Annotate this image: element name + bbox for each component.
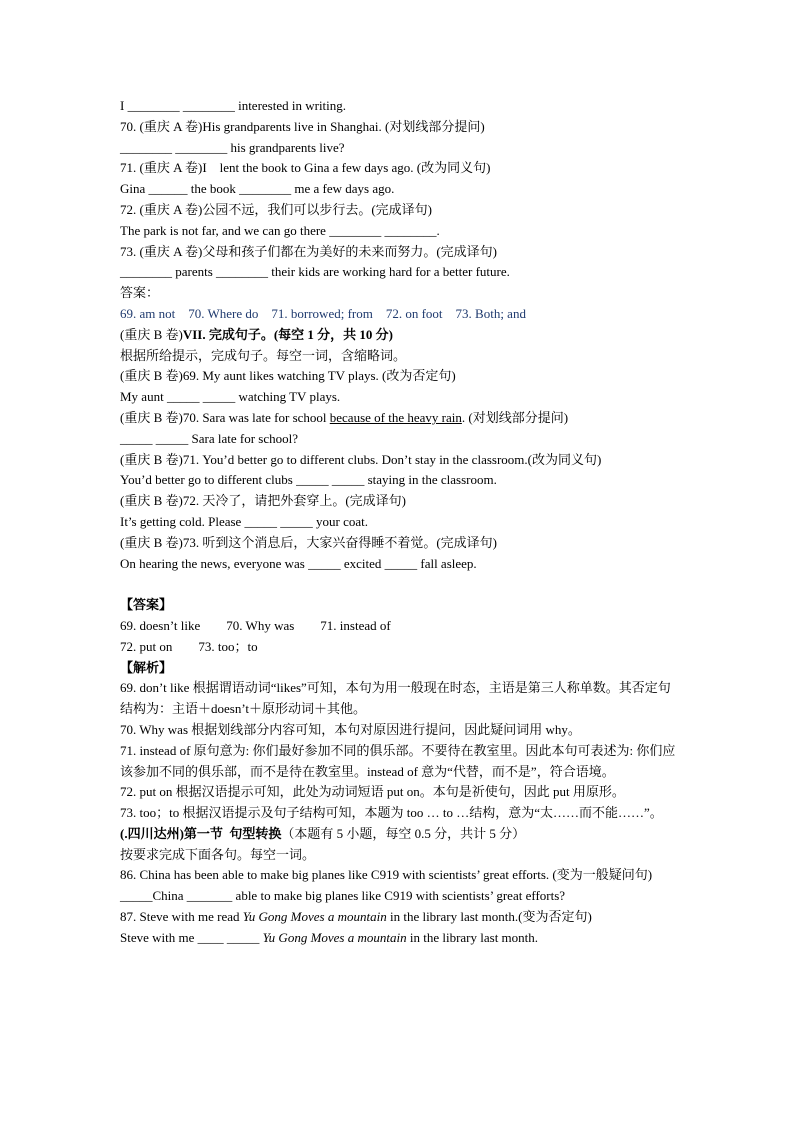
- underlined-phrase: because of the heavy rain: [329, 409, 462, 425]
- question-71-answer-line: Gina ______ the book ________ me a few days ago.: [120, 181, 395, 197]
- section-b-header: [120, 325, 680, 346]
- analysis-72: 72. put on 根据汉语提示可知，此处为动词短语 put on。本句是祈使句，因此 put 用原形。: [120, 784, 625, 800]
- b-question-69-answer-line: My aunt _____ _____ watching TV plays.: [120, 389, 341, 405]
- question-86-answer-line: _____China _______ able to make big planes like C919 with scientists’ great efforts?: [120, 888, 566, 904]
- question-87-instruction: in the library last month.(变为否定句): [386, 909, 592, 925]
- spacer: [120, 574, 680, 595]
- section-c-instruction: 按要求完成下面各句。每空一词。: [120, 846, 316, 862]
- b-question-73-prompt: (重庆 B 卷)73. 听到这个消息后，大家兴奋得睡不着觉。(完成译句): [120, 534, 497, 550]
- answer-heading: 【答案】: [120, 597, 173, 613]
- b-question-69-prompt: (重庆 B 卷)69. My aunt likes watching TV plays. (改为否定句): [120, 368, 456, 384]
- analysis-70: 70. Why was 根据划线部分内容可知，本句对原因进行提问，因此疑问词用 why。: [120, 721, 581, 737]
- b-question-70-prompt: [120, 408, 680, 429]
- section-c-scoring: （本题有 5 小题，每空 0.5 分，共计 5 分）: [281, 825, 526, 841]
- question-87-prompt: [120, 907, 680, 928]
- worksheet-page: [120, 96, 680, 949]
- book-title: Yu Gong Moves a mountain: [262, 929, 407, 945]
- question-86-prompt: 86. China has been able to make big planes like C919 with scientists’ great efforts. (变为一般疑问句): [120, 867, 653, 883]
- answer-label: 答案：: [120, 285, 160, 301]
- b-question-70-text: (重庆 B 卷)70. Sara was late for school: [120, 409, 330, 425]
- question-70-prompt: 70. (重庆 A 卷)His grandparents live in Shanghai. (对划线部分提问): [120, 118, 485, 134]
- question-87-text: 87. Steve with me read: [120, 909, 243, 925]
- question-87-answer-line: [120, 928, 680, 949]
- b-question-70-instruction: . (对划线部分提问): [461, 409, 569, 425]
- section-c-header: [120, 824, 680, 845]
- question-69-answer-line: I ________ ________ interested in writing.: [120, 98, 347, 113]
- question-71-prompt: 71. (重庆 A 卷)I lent the book to Gina a few days ago. (改为同义句): [120, 160, 491, 176]
- answer-key-line-1: 69. doesn’t like 70. Why was 71. instead of: [120, 617, 391, 633]
- question-87-answer-start: Steve with me ____ _____: [120, 929, 263, 945]
- b-question-73-answer-line: On hearing the news, everyone was _____ excited _____ fall asleep.: [120, 555, 477, 571]
- b-question-70-answer-line: _____ _____ Sara late for school?: [120, 430, 298, 446]
- question-70-answer-line: ________ ________ his grandparents live?: [120, 139, 345, 155]
- question-72-prompt: 72. (重庆 A 卷)公园不远，我们可以步行去。(完成译句): [120, 201, 432, 217]
- question-73-prompt: 73. (重庆 A 卷)父母和孩子们都在为美好的未来而努力。(完成译句): [120, 243, 497, 259]
- analysis-71: 71. instead of 原句意为: 你们最好参加不同的俱乐部。不要待在教室里。因此本句可表述为: 你们应该参加不同的俱乐部，而不是待在教室里。instead of 意为“代替，而不是”，符合语境。: [120, 742, 676, 779]
- section-c-title: (.四川达州)第一节 句型转换: [120, 825, 282, 841]
- analysis-69: 69. don’t like 根据谓语动词“likes”可知，本句为用一般现在时态，主语是第三人称单数。其否定句结构为：主语＋doesn’t＋原形动词＋其他。: [120, 680, 671, 717]
- book-title: Yu Gong Moves a mountain: [242, 909, 387, 925]
- b-question-72-answer-line: It’s getting cold. Please _____ _____ your coat.: [120, 513, 369, 529]
- section-b-source: (重庆 B 卷): [120, 326, 183, 342]
- answer-key-line: 69. am not 70. Where do 71. borrowed; from 72. on foot 73. Both; and: [120, 305, 526, 321]
- question-73-answer-line: ________ parents ________ their kids are working hard for a better future.: [120, 264, 510, 280]
- b-question-71-answer-line: You’d better go to different clubs _____ _____ staying in the classroom.: [120, 472, 497, 488]
- b-question-71-prompt: (重庆 B 卷)71. You’d better go to different clubs. Don’t stay in the classroom.(改为同义句): [120, 451, 602, 467]
- section-b-instruction: 根据所给提示，完成句子。每空一词，含缩略词。: [120, 347, 407, 363]
- section-b-title: VII. 完成句子。(每空 1 分，共 10 分): [182, 326, 394, 342]
- analysis-heading: 【解析】: [120, 659, 173, 675]
- question-87-answer-end: in the library last month.: [406, 929, 539, 945]
- b-question-72-prompt: (重庆 B 卷)72. 天冷了，请把外套穿上。(完成译句): [120, 493, 406, 509]
- analysis-73: 73. too；to 根据汉语提示及句子结构可知，本题为 too … to …结构，意为“太……而不能……”。: [120, 805, 663, 821]
- answer-key-line-2: 72. put on 73. too；to: [120, 638, 258, 654]
- question-72-answer-line: The park is not far, and we can go there ________ ________.: [120, 222, 440, 238]
